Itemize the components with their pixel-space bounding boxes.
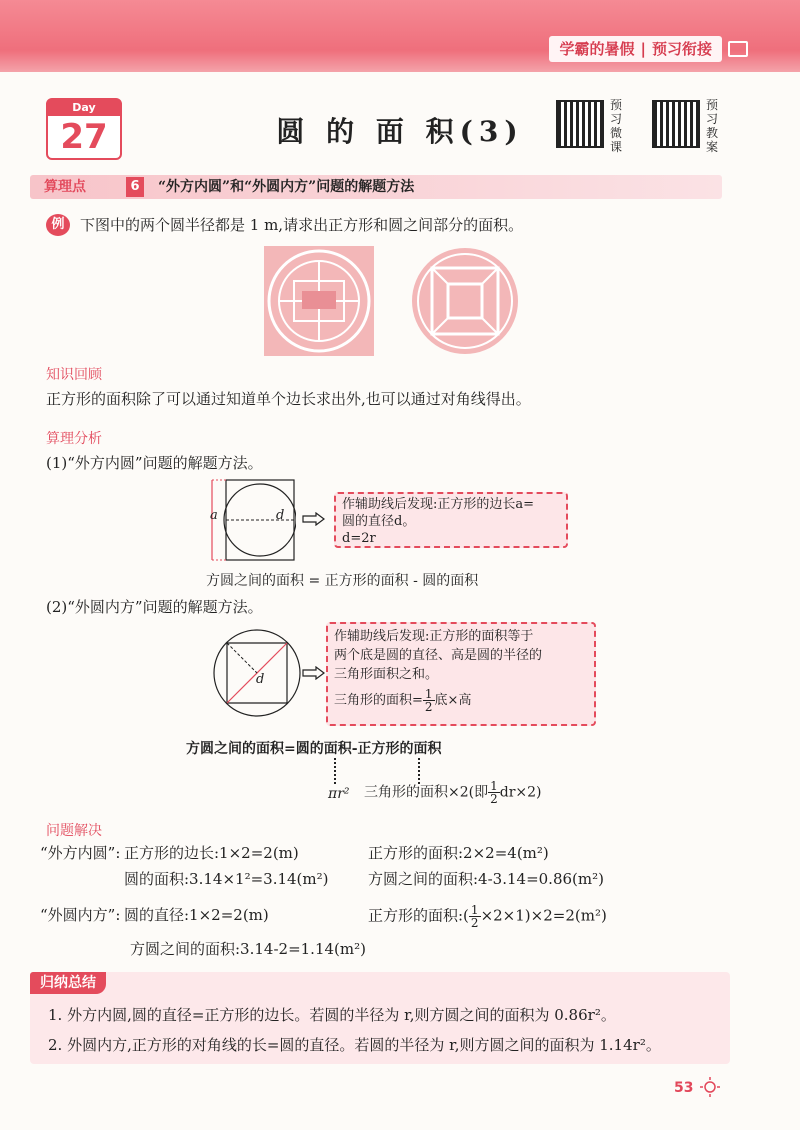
book-icon <box>728 41 748 57</box>
summary-tag: 归纳总结 <box>30 972 106 994</box>
label-d: d <box>276 508 285 523</box>
part1-title: (1)“外方内圆”问题的解题方法。 <box>46 454 263 472</box>
frac-num: 1 <box>490 779 498 793</box>
note-line: 作辅助线后发现:正方形的边长a= <box>342 497 535 512</box>
topic-label: 算理点 <box>44 179 86 195</box>
fraction <box>423 688 435 713</box>
triangle-formula-head: 三角形的面积×2(即 <box>364 784 489 801</box>
part2-caption: 方圆之间的面积=圆的面积-正方形的面积 <box>186 741 442 757</box>
outer-circle-label: “外圆内方”: <box>40 906 121 924</box>
solution-line-tail: ×2×1)×2=2(m²) <box>480 906 607 925</box>
day-label: Day <box>48 100 120 116</box>
series-name: 学霸的暑假 <box>559 40 635 58</box>
note-line: 圆的直径d。 <box>342 514 416 529</box>
note-line: d=2r <box>342 531 376 546</box>
note-line <box>334 688 588 713</box>
sun-icon <box>698 1076 722 1098</box>
qr-code-icon[interactable] <box>556 100 604 148</box>
fraction <box>488 780 500 805</box>
triangle-formula <box>364 780 542 805</box>
note-part1 <box>334 492 568 548</box>
note-line: 两个底是圆的直径、高是圆的半径的 <box>334 648 543 663</box>
page-number: 53 <box>674 1080 694 1096</box>
solution-line <box>368 904 607 929</box>
qr-code-icon[interactable] <box>652 100 700 148</box>
qr-label: 预习微课 <box>610 98 623 154</box>
solution-line: 正方形的面积:2×2=4(m²) <box>368 844 549 862</box>
solution-line: 方圆之间的面积:4-3.14=0.86(m²) <box>368 870 604 888</box>
part2-title: (2)“外圆内方”问题的解题方法。 <box>46 598 263 616</box>
summary-item: 1. 外方内圆,圆的直径=正方形的边长。若圆的半径为 r,则方圆之间的面积为 0.86r²。 <box>48 1006 616 1024</box>
summary-item: 2. 外圆内方,正方形的对角线的长=圆的直径。若圆的半径为 r,则方圆之间的面积为 1.14r²。 <box>48 1036 661 1054</box>
solution-line: 方圆之间的面积:3.14-2=1.14(m²) <box>130 940 366 958</box>
frac-num: 1 <box>424 687 433 701</box>
solution-heading: 问题解决 <box>46 823 102 839</box>
round-window-image <box>410 246 520 356</box>
summary-box <box>30 972 730 1064</box>
solution-line: 圆的直径:1×2=2(m) <box>124 906 269 924</box>
qr-label: 预习教案 <box>706 98 719 154</box>
dotted-connector <box>334 758 336 784</box>
arrow-right-icon <box>302 666 326 680</box>
note-part2 <box>326 622 596 726</box>
solution-line: 正方形的边长:1×2=2(m) <box>124 844 299 862</box>
series-banner: 学霸的暑假 | 预习衔接 <box>549 36 722 62</box>
analysis-heading: 算理分析 <box>46 431 102 447</box>
arrow-right-icon <box>302 512 326 526</box>
outer-square-label: “外方内圆”: <box>40 844 121 862</box>
frac-num: 1 <box>470 903 479 917</box>
frac-den: 2 <box>470 916 479 930</box>
series-sub: 预习衔接 <box>651 40 712 58</box>
frac-den: 2 <box>490 792 498 806</box>
pi-r-squared: πr² <box>328 786 350 802</box>
topic-text: “外方内圆”和“外圆内方”问题的解题方法 <box>158 179 415 195</box>
square-window-image <box>264 246 374 356</box>
review-text: 正方形的面积除了可以通过知道单个边长求出外,也可以通过对角线得出。 <box>46 390 531 408</box>
fraction <box>469 904 481 929</box>
note-line-text: 三角形的面积= <box>334 693 423 708</box>
review-heading: 知识回顾 <box>46 367 102 383</box>
day-number: 27 <box>60 117 108 157</box>
page-title: 圆 的 面 积(3) <box>276 115 524 148</box>
triangle-formula-tail: dr×2) <box>499 784 542 801</box>
note-line: 三角形面积之和。 <box>334 667 439 682</box>
label-d: d <box>256 672 265 687</box>
frac-den: 2 <box>424 700 433 714</box>
example-badge: 例 <box>46 214 70 236</box>
note-line-tail: 底×高 <box>434 693 472 708</box>
part1-caption: 方圆之间的面积 = 正方形的面积 - 圆的面积 <box>206 573 479 589</box>
solution-line-head: 正方形的面积:( <box>368 906 469 925</box>
topic-bar <box>30 175 722 199</box>
topic-number: 6 <box>126 177 144 197</box>
solution-line: 圆的面积:3.14×1²=3.14(m²) <box>124 870 329 888</box>
note-line: 作辅助线后发现:正方形的面积等于 <box>334 629 534 644</box>
label-a: a <box>210 508 218 523</box>
example-text: 下图中的两个圆半径都是 1 m,请求出正方形和圆之间部分的面积。 <box>80 216 524 234</box>
